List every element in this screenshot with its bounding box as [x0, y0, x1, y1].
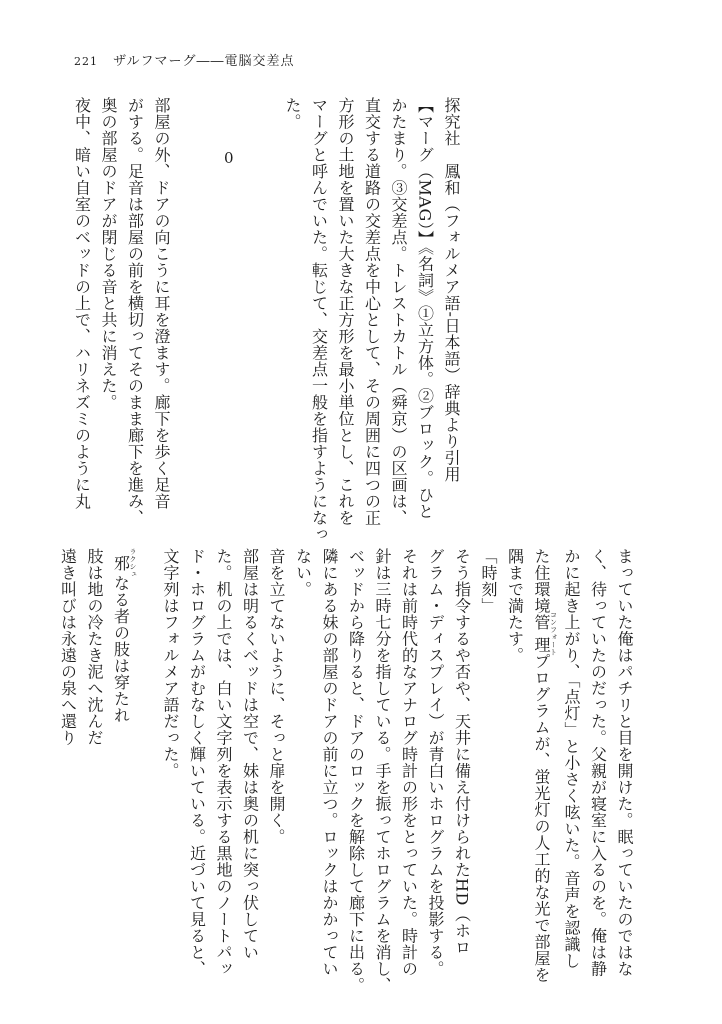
body-line: 「時刻」	[479, 548, 498, 614]
body-text-bottom	[157, 548, 638, 994]
body-line: ド・ホログラムがむなしく輝いている。近づいて見ると、	[187, 548, 207, 977]
body-line: それは前時代的なアナログ時計の形をとっていた。時計の	[399, 548, 419, 977]
quote-line: 方形の土地を置いた大きな正方形を最小単位とし、これを	[336, 97, 355, 526]
quote-line: 直交する道路の交差点を中心として、その周囲に四つの正	[362, 97, 382, 526]
body-line: た。机の上では、白い文字列を表示する黒地のノートパッ	[214, 548, 233, 977]
body-line: 部屋の外、ドアの向こうに耳を澄ます。廊下を歩く足音	[152, 97, 171, 510]
body-line: 隅まで満たす。	[505, 548, 525, 664]
body-line: 奥の部屋のドアが閉じる音と共に消えた。	[99, 97, 118, 411]
body-line: 夜中、暗い自室のベッドの上で、ハリネズミのように丸	[72, 97, 92, 510]
body-line: ベッドから降りると、ドアのロックを解除して廊下に出る。	[346, 548, 366, 994]
poem	[54, 548, 137, 746]
quote-line: た。	[283, 97, 302, 130]
body-line: 隣にある妹の部屋のドアの前に立つ。ロックはかかってい	[320, 548, 339, 977]
body-text-top	[68, 97, 174, 526]
body-line: がする。足音は部屋の前を横切ってそのまま廊下を進み、	[125, 97, 145, 526]
chapter-number: 0	[224, 149, 234, 167]
ruby-comfort: コンフォート	[549, 611, 558, 656]
dictionary-quote	[279, 97, 465, 543]
body-line: 針は三時七分を指している。手を振ってホログラムを消し、	[373, 548, 392, 994]
page-number: 221	[74, 55, 98, 68]
quote-line: 探究社 鳳和（フォルメア語‐日本語）辞典より引用	[442, 97, 461, 483]
quote-line: 【マーグ（MAG）】《名詞》①立方体。②ブロック。ひと	[415, 97, 435, 520]
quote-line: マーグと呼んでいた。転じて、交差点一般を指すようになっ	[309, 97, 329, 543]
poem-line: 遠き叫びは永遠の泉へ還り	[58, 548, 78, 746]
body-line: そう指令するや否や、天井に備え付けられたHD（ホロ	[452, 548, 472, 956]
running-header	[74, 50, 295, 69]
body-line: かに起き上がり、「点灯」と小さく呟いた。音声を認識し	[562, 548, 581, 969]
body-line: ない。	[293, 548, 313, 598]
body-line: まっていた俺はパチリと目を開けた。眠っていたのではな	[615, 548, 634, 977]
body-line: 文字列はフォルメア語だった。	[161, 548, 180, 779]
body-line: た住環境管理コンフォートプログラムが、蛍光灯の人工的な光で部屋を	[532, 548, 558, 983]
ruby-raksha: ラクシュ	[129, 548, 137, 578]
chapter-title: ザルフマーグ――電脳交差点	[113, 54, 295, 69]
poem-line: 邪ラクシュなる者の肢は穿たれ	[111, 548, 137, 724]
body-line: 部屋は明るくベッドは空で、妹は奥の机に突っ伏してい	[240, 548, 260, 961]
body-line: 音を立てないように、そっと扉を開く。	[267, 548, 286, 845]
quote-line: かたまり。③交差点。トレストカトル（舜京）の区画は、	[389, 97, 408, 526]
body-line: く、待っていたのだった。父親が寝室に入るのを。俺は静	[588, 548, 608, 977]
body-line: グラム・ディスプレイ）が青白いホログラムを投影する。	[426, 548, 445, 977]
poem-line: 肢は地の冷たき泥へ沈んだ	[85, 548, 104, 746]
